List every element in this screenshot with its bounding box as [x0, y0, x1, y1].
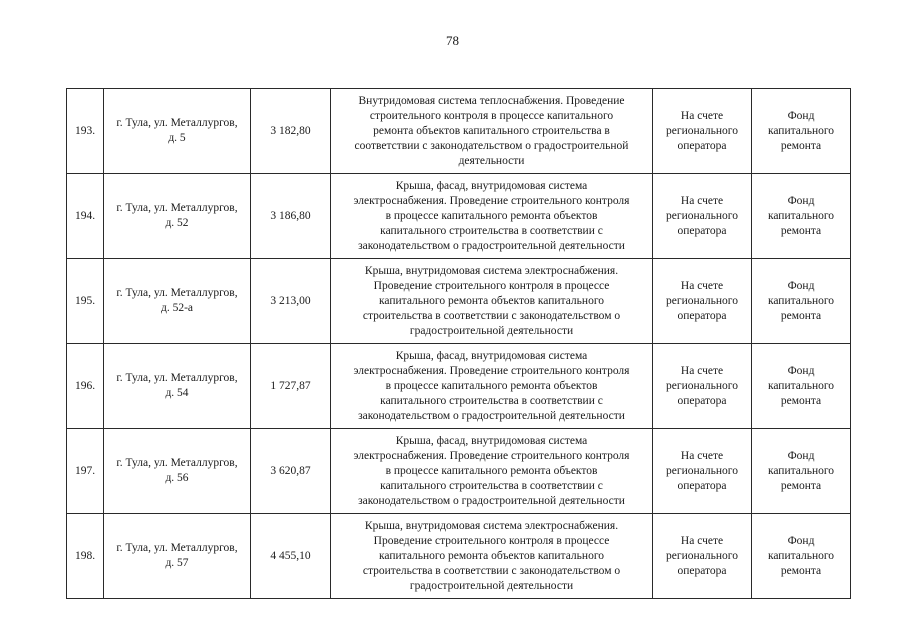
funding-source-line: ремонта	[780, 309, 822, 322]
table-row	[67, 344, 851, 429]
funding-source-cell	[752, 174, 851, 259]
address-street: г. Тула, ул. Металлургов,	[116, 457, 238, 469]
funding-source-cell	[752, 89, 851, 174]
funding-source-cell	[752, 259, 851, 344]
work-description-line: электроснабжения. Проведение строительного контроля	[353, 449, 630, 462]
funding-source-line: капитального	[767, 124, 835, 137]
account-method-cell	[653, 89, 752, 174]
account-method-cell	[653, 514, 752, 599]
funding-source-line: капитального	[767, 464, 835, 477]
address-street: г. Тула, ул. Металлургов,	[116, 542, 238, 554]
work-description-line: Крыша, фасад, внутридомовая система	[395, 179, 588, 192]
work-description-line: Крыша, фасад, внутридомовая система	[395, 349, 588, 362]
account-method-line: регионального	[666, 379, 738, 392]
row-number: 195.	[67, 259, 104, 344]
account-method-line: На счете	[680, 534, 724, 547]
work-description-line: в процессе капитального ремонта объектов	[385, 379, 598, 392]
work-description-line: строительства в соответствии с законодательством о	[362, 564, 621, 577]
funding-source-line: ремонта	[780, 394, 822, 407]
funding-source-line: Фонд	[787, 109, 815, 122]
account-method-line: регионального	[666, 294, 738, 307]
account-method-line: На счете	[680, 279, 724, 292]
funding-source-line: ремонта	[780, 139, 822, 152]
account-method-line: регионального	[666, 209, 738, 222]
work-description-line: капитального ремонта объектов капитального	[378, 294, 604, 307]
funding-source-line: капитального	[767, 379, 835, 392]
account-method-cell	[653, 429, 752, 514]
cost-cell: 3 182,80	[251, 89, 331, 174]
work-description-line: законодательством о градостроительной деятельности	[358, 409, 625, 422]
table-row	[67, 89, 851, 174]
address-house: д. 56	[165, 472, 189, 484]
work-description-cell	[331, 174, 653, 259]
account-method-cell	[653, 259, 752, 344]
funding-source-cell	[752, 344, 851, 429]
row-number: 194.	[67, 174, 104, 259]
capital-repair-table	[66, 88, 851, 599]
work-description-line: Внутридомовая система теплоснабжения. Проведение	[358, 94, 625, 107]
work-description-line: Крыша, фасад, внутридомовая система	[395, 434, 588, 447]
account-method-line: На счете	[680, 109, 724, 122]
work-description-line: Проведение строительного контроля в процессе	[373, 279, 610, 292]
address-cell	[104, 89, 251, 174]
address-house: д. 54	[165, 387, 189, 399]
funding-source-line: ремонта	[780, 479, 822, 492]
funding-source-line: капитального	[767, 209, 835, 222]
address-street: г. Тула, ул. Металлургов,	[116, 202, 238, 214]
account-method-line: оператора	[677, 394, 727, 407]
account-method-line: оператора	[677, 224, 727, 237]
work-description-cell	[331, 344, 653, 429]
account-method-cell	[653, 344, 752, 429]
work-description-cell	[331, 89, 653, 174]
funding-source-line: Фонд	[787, 449, 815, 462]
address-house: д. 5	[168, 132, 186, 144]
cost-cell: 3 620,87	[251, 429, 331, 514]
address-house: д. 52	[165, 217, 189, 229]
table-row	[67, 514, 851, 599]
work-description-line: строительства в соответствии с законодательством о	[362, 309, 621, 322]
work-description-line: капитального строительства в соответствии с	[380, 224, 603, 237]
funding-source-line: капитального	[767, 549, 835, 562]
address-street: г. Тула, ул. Металлургов,	[116, 372, 238, 384]
address-street: г. Тула, ул. Металлургов,	[116, 287, 238, 299]
account-method-cell	[653, 174, 752, 259]
work-description-line: строительного контроля в процессе капитального	[369, 109, 614, 122]
work-description-line: в процессе капитального ремонта объектов	[385, 464, 598, 477]
account-method-line: На счете	[680, 364, 724, 377]
row-number: 198.	[67, 514, 104, 599]
work-description-line: капитального ремонта объектов капитального	[378, 549, 604, 562]
page-number: 78	[446, 33, 459, 48]
cost-cell: 4 455,10	[251, 514, 331, 599]
work-description-cell	[331, 514, 653, 599]
address-cell	[104, 429, 251, 514]
table-body	[67, 89, 851, 599]
account-method-line: оператора	[677, 309, 727, 322]
funding-source-line: Фонд	[787, 364, 815, 377]
work-description-line: Крыша, внутридомовая система электроснабжения.	[364, 264, 619, 277]
work-description-line: в процессе капитального ремонта объектов	[385, 209, 598, 222]
row-number: 197.	[67, 429, 104, 514]
address-house: д. 57	[165, 557, 189, 569]
work-description-line: электроснабжения. Проведение строительного контроля	[353, 364, 630, 377]
account-method-line: регионального	[666, 464, 738, 477]
work-description-line: законодательством о градостроительной деятельности	[358, 494, 625, 507]
work-description-cell	[331, 259, 653, 344]
funding-source-cell	[752, 514, 851, 599]
address-cell	[104, 514, 251, 599]
funding-source-line: ремонта	[780, 224, 822, 237]
table-row	[67, 429, 851, 514]
funding-source-line: ремонта	[780, 564, 822, 577]
table-row	[67, 259, 851, 344]
work-description-line: законодательством о градостроительной деятельности	[358, 239, 625, 252]
row-number: 193.	[67, 89, 104, 174]
work-description-line: Крыша, внутридомовая система электроснабжения.	[364, 519, 619, 532]
account-method-line: На счете	[680, 449, 724, 462]
address-cell	[104, 259, 251, 344]
work-description-line: градостроительной деятельности	[409, 579, 574, 592]
account-method-line: регионального	[666, 124, 738, 137]
address-street: г. Тула, ул. Металлургов,	[116, 117, 238, 129]
account-method-line: оператора	[677, 139, 727, 152]
work-description-line: ремонта объектов капитального строительства в	[373, 124, 610, 137]
funding-source-cell	[752, 429, 851, 514]
work-description-line: электроснабжения. Проведение строительного контроля	[353, 194, 630, 207]
table-row	[67, 174, 851, 259]
row-number: 196.	[67, 344, 104, 429]
cost-cell: 3 186,80	[251, 174, 331, 259]
account-method-line: На счете	[680, 194, 724, 207]
work-description-line: капитального строительства в соответствии с	[380, 394, 603, 407]
funding-source-line: Фонд	[787, 534, 815, 547]
work-description-line: градостроительной деятельности	[409, 324, 574, 337]
address-cell	[104, 344, 251, 429]
address-cell	[104, 174, 251, 259]
work-description-line: Проведение строительного контроля в процессе	[373, 534, 610, 547]
account-method-line: оператора	[677, 564, 727, 577]
funding-source-line: Фонд	[787, 279, 815, 292]
account-method-line: оператора	[677, 479, 727, 492]
funding-source-line: Фонд	[787, 194, 815, 207]
address-house: д. 52-а	[160, 302, 194, 314]
cost-cell: 1 727,87	[251, 344, 331, 429]
cost-cell: 3 213,00	[251, 259, 331, 344]
work-description-line: деятельности	[458, 154, 525, 167]
work-description-cell	[331, 429, 653, 514]
account-method-line: регионального	[666, 549, 738, 562]
funding-source-line: капитального	[767, 294, 835, 307]
work-description-line: соответствии с законодательством о градостроительной	[354, 139, 629, 152]
work-description-line: капитального строительства в соответствии с	[380, 479, 603, 492]
